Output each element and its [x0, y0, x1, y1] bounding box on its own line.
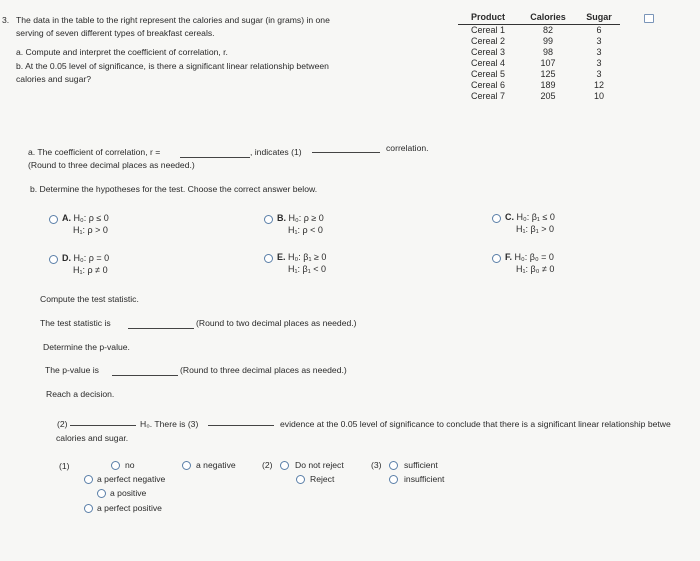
intro-line-1: The data in the table to the right represent the calories and sugar (in grams) in one — [16, 15, 330, 25]
choice-negative-label: a negative — [196, 460, 236, 470]
cell-calories: 98 — [542, 47, 553, 57]
option-e-h0: H₀: β₁ ≥ 0 — [288, 252, 327, 262]
option-f-h0: H₀: β₀ = 0 — [514, 252, 554, 262]
decision-heading: Reach a decision. — [46, 389, 115, 399]
correlation-dropdown-1[interactable] — [312, 152, 380, 153]
choice-perfect-positive-radio[interactable] — [84, 504, 93, 513]
table-row — [458, 91, 620, 102]
part-b-prompt-line-2: calories and sugar? — [16, 74, 92, 84]
pvalue-label: The p-value is — [45, 365, 99, 375]
table-row — [458, 36, 620, 47]
pvalue-note: (Round to three decimal places as needed.) — [180, 365, 347, 375]
cell-calories: 107 — [540, 58, 556, 68]
cell-calories: 82 — [542, 25, 553, 35]
round-note-a: (Round to three decimal places as needed.) — [28, 160, 195, 170]
option-f — [505, 251, 554, 275]
table-row — [458, 69, 620, 80]
part-a-prompt: a. Compute and interpret the coefficient of correlation, r. — [16, 47, 228, 57]
header-calories: Calories — [518, 11, 578, 25]
option-a-h1: H₁: ρ > 0 — [73, 225, 108, 235]
option-a-h0: H₀: ρ ≤ 0 — [73, 213, 109, 223]
pvalue-input[interactable] — [112, 375, 178, 376]
option-f-letter: F. — [505, 252, 513, 262]
cell-sugar: 10 — [593, 91, 604, 101]
cell-calories: 205 — [540, 91, 556, 101]
choice-no-radio[interactable] — [111, 461, 120, 470]
group-3-label: (3) — [371, 460, 382, 470]
option-b-h1: H₁: ρ < 0 — [288, 225, 323, 235]
cell-product: Cereal 7 — [470, 91, 506, 101]
option-e-letter: E. — [277, 252, 286, 262]
cell-calories: 125 — [540, 69, 556, 79]
option-f-h1: H₁: β₀ ≠ 0 — [516, 264, 555, 274]
choice-sufficient-label: sufficient — [404, 460, 438, 470]
cell-sugar: 12 — [593, 80, 604, 90]
choice-perfect-negative-label: a perfect negative — [97, 474, 166, 484]
option-c-h0: H₀: β₁ ≤ 0 — [516, 212, 555, 222]
coefficient-input[interactable] — [180, 157, 250, 158]
cereal-data-table — [458, 11, 620, 102]
choice-insufficient-radio[interactable] — [389, 475, 398, 484]
cell-sugar: 3 — [596, 36, 602, 46]
option-e-h1: H₁: β₁ < 0 — [288, 264, 327, 274]
table-row — [458, 25, 620, 37]
choice-no-label: no — [125, 460, 135, 470]
cell-product: Cereal 3 — [470, 47, 506, 57]
group-1-label: (1) — [59, 461, 70, 471]
choice-insufficient-label: insufficient — [404, 474, 445, 484]
choice-negative-radio[interactable] — [182, 461, 191, 470]
option-c-h1: H₁: β₁ > 0 — [516, 224, 555, 234]
group-2-label: (2) — [262, 460, 273, 470]
test-stat-input[interactable] — [128, 328, 194, 329]
option-e-radio[interactable] — [264, 254, 273, 263]
decision-evidence: evidence at the 0.05 level of significance to conclude that there is a significant linear relationship betwe — [280, 419, 671, 429]
option-c — [505, 211, 555, 235]
intro-line-2: serving of seven different types of breakfast cereals. — [16, 28, 215, 38]
decision-h0: H₀. There is (3) — [140, 419, 199, 429]
option-e — [277, 251, 326, 275]
cell-sugar: 3 — [596, 47, 602, 57]
cell-sugar: 3 — [596, 69, 602, 79]
cell-product: Cereal 2 — [470, 36, 506, 46]
choice-positive-label: a positive — [110, 488, 147, 498]
pvalue-heading: Determine the p-value. — [43, 342, 130, 352]
option-c-letter: C. — [505, 212, 514, 222]
choice-perfect-positive-label: a perfect positive — [97, 503, 162, 513]
option-f-radio[interactable] — [492, 254, 501, 263]
cell-calories: 189 — [540, 80, 556, 90]
decision-dropdown-2[interactable] — [70, 425, 136, 426]
option-d-radio[interactable] — [49, 255, 58, 264]
option-c-radio[interactable] — [492, 214, 501, 223]
question-number: 3. — [2, 15, 10, 25]
option-d-h0: H₀: ρ = 0 — [73, 253, 110, 263]
cell-sugar: 6 — [596, 25, 602, 35]
option-a-letter: A. — [62, 213, 71, 223]
table-row — [458, 58, 620, 69]
choice-reject-label: Reject — [310, 474, 335, 484]
decision-line-2: calories and sugar. — [56, 433, 129, 443]
cell-product: Cereal 4 — [470, 58, 506, 68]
copy-table-icon[interactable] — [644, 14, 654, 23]
hypotheses-prompt: b. Determine the hypotheses for the test. Choose the correct answer below. — [30, 184, 318, 194]
option-d-h1: H₁: ρ ≠ 0 — [73, 265, 108, 275]
option-b-h0: H₀: ρ ≥ 0 — [288, 213, 324, 223]
option-a — [62, 212, 109, 236]
choice-perfect-negative-radio[interactable] — [84, 475, 93, 484]
choice-do-not-reject-label: Do not reject — [295, 460, 344, 470]
part-b-prompt-line-1: b. At the 0.05 level of significance, is there a significant linear relationship between — [16, 61, 329, 71]
table-row — [458, 80, 620, 91]
cell-calories: 99 — [542, 36, 553, 46]
test-stat-label: The test statistic is — [40, 318, 111, 328]
header-product: Product — [458, 11, 518, 25]
option-d-letter: D. — [62, 253, 71, 263]
choice-positive-radio[interactable] — [97, 489, 106, 498]
option-b-letter: B. — [277, 213, 286, 223]
cell-product: Cereal 5 — [470, 69, 506, 79]
choice-do-not-reject-radio[interactable] — [280, 461, 289, 470]
option-d — [62, 252, 109, 276]
cell-product: Cereal 6 — [470, 80, 506, 90]
cell-sugar: 3 — [596, 58, 602, 68]
option-a-radio[interactable] — [49, 215, 58, 224]
decision-prefix: (2) — [57, 419, 68, 429]
test-stat-note: (Round to two decimal places as needed.) — [196, 318, 357, 328]
test-stat-heading: Compute the test statistic. — [40, 294, 139, 304]
option-b — [277, 212, 324, 236]
table-row — [458, 47, 620, 58]
cell-product: Cereal 1 — [470, 25, 506, 35]
indicates-label: , indicates (1) — [250, 147, 302, 157]
coefficient-label: a. The coefficient of correlation, r = — [28, 147, 161, 157]
correlation-word: correlation. — [386, 143, 429, 153]
choice-reject-radio[interactable] — [296, 475, 305, 484]
header-sugar: Sugar — [578, 11, 620, 25]
choice-sufficient-radio[interactable] — [389, 461, 398, 470]
evidence-dropdown-3[interactable] — [208, 425, 274, 426]
option-b-radio[interactable] — [264, 215, 273, 224]
